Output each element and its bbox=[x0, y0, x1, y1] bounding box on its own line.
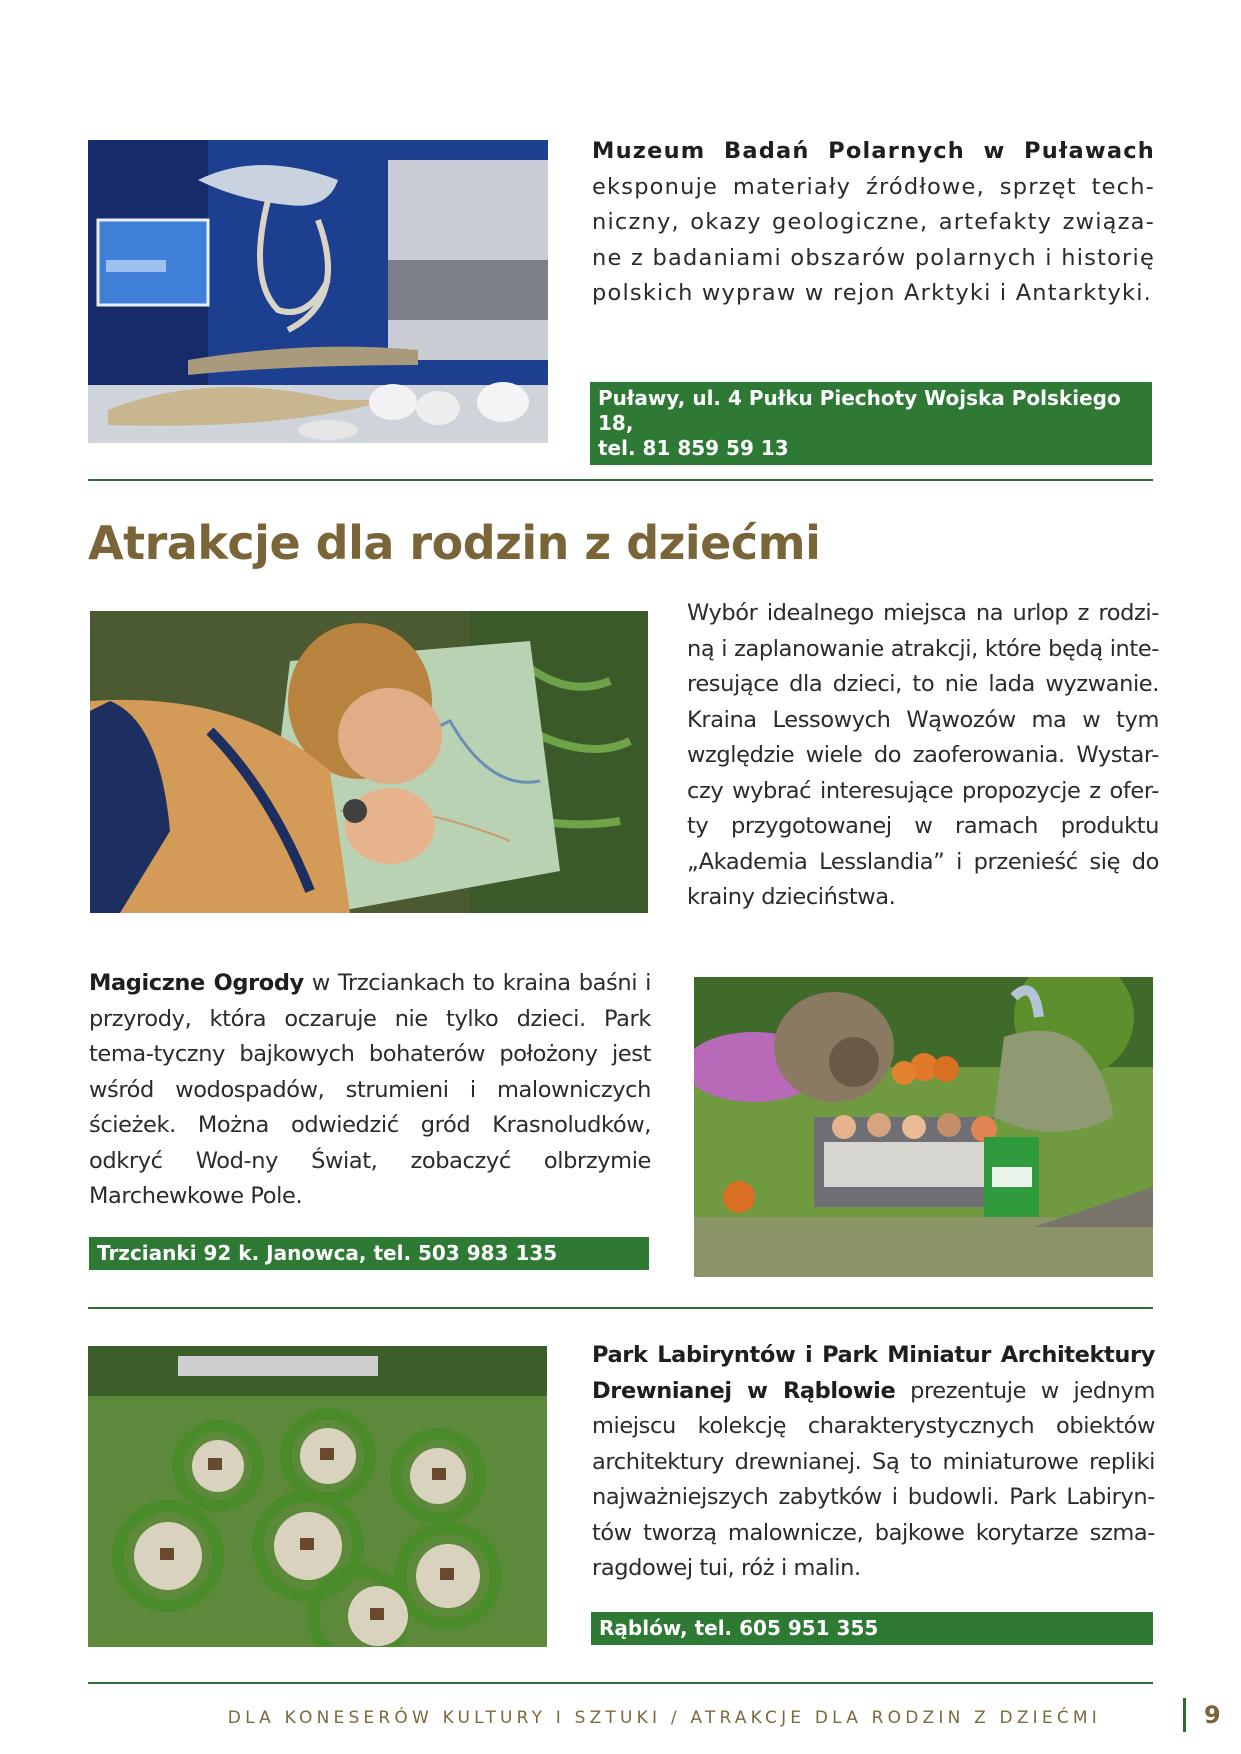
park-description bbox=[592, 1338, 1155, 1587]
gardens-address-box bbox=[89, 1237, 649, 1270]
museum-photo bbox=[88, 140, 548, 443]
museum-address-box bbox=[590, 382, 1152, 465]
park-name: Park Labiryntów i Park Miniatur Architektury Drewnianej w Rąblowie bbox=[592, 1342, 1155, 1404]
park-address-box bbox=[591, 1612, 1153, 1645]
gardens-description bbox=[89, 966, 651, 1215]
divider-2 bbox=[88, 1307, 1153, 1309]
museum-text: eksponuje materiały źródłowe, sprzęt tech-niczny, okazy geologiczne, artefakty związa-ne z badaniami obszarów polarnych i historię polskich wypraw w rejon Arktyki i Antarktyki. bbox=[592, 173, 1155, 306]
museum-name: Muzeum Badań Polarnych w Puławach bbox=[592, 138, 1155, 164]
boy-map-photo bbox=[90, 611, 648, 913]
gardens-name: Magiczne Ogrody bbox=[89, 970, 304, 996]
divider-3 bbox=[88, 1682, 1153, 1684]
park-address: Rąblów, tel. 605 951 355 bbox=[599, 1616, 879, 1640]
intro-paragraph: Wybór idealnego miejsca na urlop z rodzi-ną i zaplanowanie atrakcji, które będą inte-resujące dla dzieci, to nie lada wyzwanie. Kraina Lessowych Wąwozów ma w tym względzie wiele do zaoferowania. Wystar-czy wybrać interesujące propozycje z ofer-ty przygotowanej w ramach produktu „Akademia Lesslandia” i przenieść się do krainy dzieciństwa. bbox=[687, 600, 1159, 910]
section-heading: Atrakcje dla rodzin z dziećmi bbox=[88, 516, 821, 570]
divider-1 bbox=[88, 479, 1153, 481]
page-number: 9 bbox=[1183, 1698, 1234, 1732]
gardens-photo bbox=[694, 977, 1153, 1277]
gardens-text: w Trzciankach to kraina baśni i przyrody, która oczaruje nie tylko dzieci. Park tema-tyczny bajkowych bohaterów położony jest wśród wodospadów, strumieni i malowniczych ścieżek. Można odwiedzić gród Krasnoludków, odkryć Wod-ny Świat, zobaczyć olbrzymie Marchewkowe Pole. bbox=[89, 970, 651, 1209]
museum-description bbox=[592, 134, 1155, 312]
gardens-address: Trzcianki 92 k. Janowca, tel. 503 983 135 bbox=[97, 1241, 558, 1265]
museum-address-line1: Puławy, ul. 4 Pułku Piechoty Wojska Polskiego 18, bbox=[598, 386, 1121, 435]
footer-breadcrumb: DLA KONESERÓW KULTURY I SZTUKI / ATRAKCJE DLA RODZIN Z DZIEĆMI bbox=[227, 1708, 1101, 1728]
park-text: prezentuje w jednym miejscu kolekcję charakterystycznych obiektów architektury drewnianej. Są to miniaturowe repliki najważniejszych zabytków i budowli. Park Labiryn-tów tworzą malownicze, bajkowe korytarze szma-ragdowej tui, róż i malin. bbox=[592, 1377, 1155, 1581]
museum-phone: tel. 81 859 59 13 bbox=[598, 436, 789, 460]
maze-park-photo bbox=[88, 1346, 547, 1647]
